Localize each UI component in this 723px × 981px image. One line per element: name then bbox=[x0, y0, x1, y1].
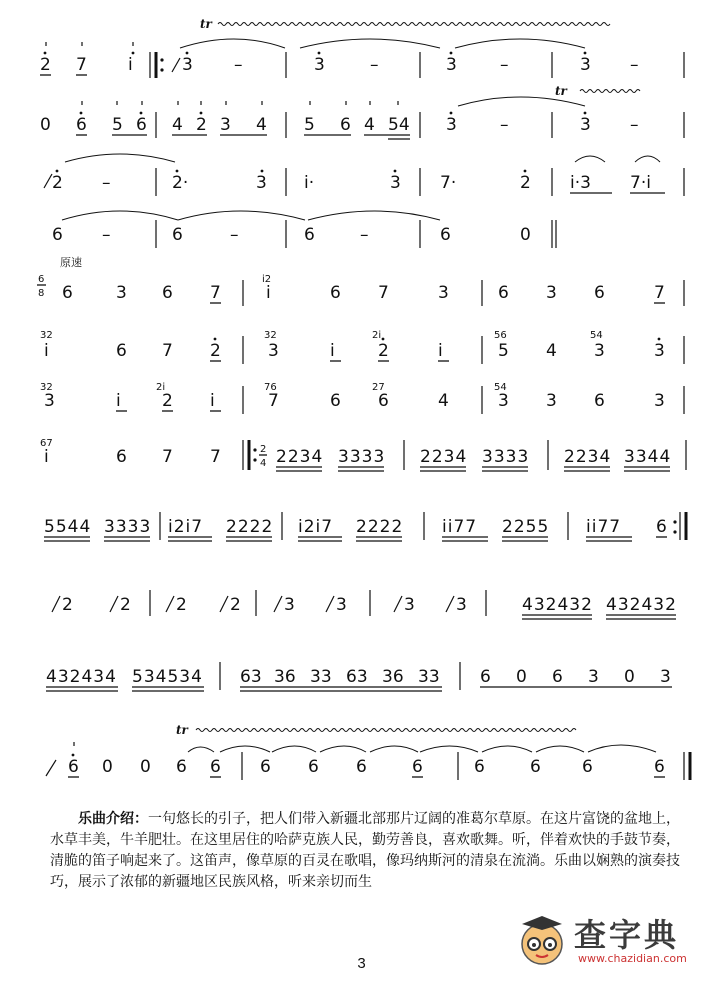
score-symbol: 7 bbox=[654, 283, 665, 303]
score-symbol: i2i7 bbox=[298, 517, 334, 537]
score-symbol: 67 bbox=[40, 438, 53, 449]
score-symbol: 2 bbox=[260, 444, 267, 455]
score-symbol: 54 bbox=[388, 115, 410, 135]
score-symbol: 3 bbox=[116, 283, 127, 303]
score-symbol: 2i bbox=[156, 382, 166, 393]
score-symbol: i bbox=[438, 341, 443, 361]
score-symbol: 6 bbox=[654, 757, 665, 777]
score-row-1 bbox=[40, 17, 684, 78]
score-symbol: 6 bbox=[176, 757, 187, 777]
score-symbol: 6 bbox=[330, 283, 341, 303]
tempo-mark: 原速 bbox=[60, 257, 82, 269]
score-symbol: 2 bbox=[162, 391, 173, 411]
score-symbol: 2234 bbox=[276, 447, 324, 467]
score-symbol: 3333 bbox=[338, 447, 386, 467]
piece-introduction bbox=[50, 808, 690, 892]
score-symbol: 3 bbox=[546, 391, 557, 411]
score-symbol: – bbox=[102, 173, 111, 193]
score-row-5 bbox=[37, 274, 684, 306]
score-symbol: 4 bbox=[364, 115, 375, 135]
score-symbol: 2255 bbox=[502, 517, 550, 537]
score-symbol: 63 bbox=[346, 667, 368, 687]
score-row-4 bbox=[52, 211, 556, 248]
score-symbol: 6 bbox=[356, 757, 367, 777]
watermark-url: www.chazidian.com bbox=[578, 952, 687, 965]
score-symbol: 3 bbox=[336, 595, 347, 615]
score-symbol: 7 bbox=[162, 447, 173, 467]
score-symbol: 432434 bbox=[46, 667, 117, 687]
score-symbol: 6 bbox=[330, 391, 341, 411]
score-symbol: 2 bbox=[196, 115, 207, 135]
score-symbol: – bbox=[230, 225, 239, 245]
mascot-icon bbox=[512, 910, 572, 970]
score-symbol: 432432 bbox=[606, 595, 677, 615]
score-symbol: 2 bbox=[120, 595, 131, 615]
score-symbol: 5 bbox=[498, 341, 509, 361]
score-symbol: 6 bbox=[530, 757, 541, 777]
score-symbol: – bbox=[360, 225, 369, 245]
score-symbol: 7 bbox=[210, 447, 221, 467]
score-symbol: 32 bbox=[264, 330, 277, 341]
score-symbol: 3344 bbox=[624, 447, 672, 467]
score-symbol: 2222 bbox=[356, 517, 404, 537]
accent-ticks bbox=[46, 42, 133, 46]
score-symbol: i bbox=[44, 447, 49, 467]
score-symbol: 4 bbox=[256, 115, 267, 135]
score-symbol: 6 bbox=[412, 757, 423, 777]
score-symbol: 2 bbox=[378, 341, 389, 361]
score-symbol: i bbox=[44, 341, 49, 361]
score-symbol: 3 bbox=[220, 115, 231, 135]
score-row-11 bbox=[46, 662, 672, 691]
score-symbol: 33 bbox=[310, 667, 332, 687]
note: 3 bbox=[314, 55, 325, 75]
trill-mark: tr bbox=[555, 84, 567, 98]
score-symbol: i bbox=[330, 341, 335, 361]
note: 7 bbox=[76, 55, 87, 75]
score-row-6 bbox=[40, 330, 684, 364]
watermark-name: 查字典 bbox=[574, 916, 680, 954]
dash: – bbox=[500, 55, 509, 75]
score-symbol: 6 bbox=[116, 447, 127, 467]
score-symbol: 432432 bbox=[522, 595, 593, 615]
score-symbol: 6 bbox=[68, 757, 79, 777]
score-symbol: 3 bbox=[654, 341, 665, 361]
score-symbol: 54 bbox=[590, 330, 603, 341]
score-symbol: 54 bbox=[494, 382, 507, 393]
score-symbol: 4 bbox=[172, 115, 183, 135]
score-symbol: 5 bbox=[112, 115, 123, 135]
score-symbol: 3 bbox=[404, 595, 415, 615]
score-symbol: 4 bbox=[260, 458, 267, 469]
score-symbol: 36 bbox=[274, 667, 296, 687]
score-symbol: 2 bbox=[520, 173, 531, 193]
score-symbol: 0 bbox=[40, 115, 51, 135]
intro-text: 一句悠长的引子，把人们带入新疆北部那片辽阔的准葛尔草原。在这片富饶的盆地上，水草丰美，牛羊肥壮。在这里居住的哈萨克族人民，勤劳善良，喜欢歌舞。听，伴着欢快的手鼓节奏，清脆的笛子响起来了。这笛声，像草原的百灵在歌唱，像玛纳斯河的清泉在流淌。乐曲以娴熟的演奏技巧，展示了浓郁的新疆地区民族风格，听来亲切而生 bbox=[50, 810, 680, 889]
intro-label: 乐曲介绍： bbox=[78, 810, 148, 826]
score-symbol: 6 bbox=[440, 225, 451, 245]
score-symbol: ii77 bbox=[586, 517, 622, 537]
score-row-7 bbox=[40, 382, 684, 414]
score-symbol: 56 bbox=[494, 330, 507, 341]
score-symbol: 3 bbox=[594, 341, 605, 361]
score-symbol: 4 bbox=[546, 341, 557, 361]
score-symbol: 5 bbox=[304, 115, 315, 135]
score-symbol: 6 bbox=[210, 757, 221, 777]
score-symbol: 7 bbox=[210, 283, 221, 303]
score-symbol: – bbox=[630, 115, 639, 135]
score-symbol: 6 bbox=[76, 115, 87, 135]
score-symbol: 6 bbox=[594, 391, 605, 411]
score-row-3 bbox=[44, 154, 684, 196]
score-symbol: 6 bbox=[656, 517, 667, 537]
note: 3 bbox=[580, 55, 591, 75]
score-symbol: 6 bbox=[480, 667, 491, 687]
score-symbol: 27 bbox=[372, 382, 385, 393]
score-symbol: 0 bbox=[520, 225, 531, 245]
score-symbol: 2234 bbox=[420, 447, 468, 467]
score-symbol: 2 bbox=[176, 595, 187, 615]
trill-mark: tr bbox=[176, 723, 188, 737]
score-symbol: i· bbox=[304, 173, 315, 193]
score-symbol: 3 bbox=[588, 667, 599, 687]
score-symbol: 0 bbox=[516, 667, 527, 687]
score-symbol: 6 bbox=[62, 283, 73, 303]
score-symbol: 3 bbox=[446, 115, 457, 135]
dash: – bbox=[630, 55, 639, 75]
page-number: 3 bbox=[357, 955, 366, 972]
score-symbol: 3 bbox=[660, 667, 671, 687]
score-symbol: 3 bbox=[390, 173, 401, 193]
score-symbol: 0 bbox=[624, 667, 635, 687]
score-symbol: i·3 bbox=[570, 173, 591, 193]
score-row-8 bbox=[40, 438, 686, 471]
score-symbol: 76 bbox=[264, 382, 277, 393]
score-symbol: 6 bbox=[172, 225, 183, 245]
score-symbol: 32 bbox=[40, 330, 53, 341]
score-row-9 bbox=[44, 512, 686, 541]
score-symbol: – bbox=[102, 225, 111, 245]
dash: – bbox=[370, 55, 379, 75]
score-symbol: 534534 bbox=[132, 667, 203, 687]
score-symbol: 7· bbox=[440, 173, 457, 193]
score-symbol: 63 bbox=[240, 667, 262, 687]
score-symbol: 3 bbox=[580, 115, 591, 135]
score-symbol: 8 bbox=[38, 288, 45, 299]
score-symbol: 2 bbox=[62, 595, 73, 615]
score-symbol: 2· bbox=[172, 173, 189, 193]
score-symbol: 3 bbox=[438, 283, 449, 303]
score-symbol: 6 bbox=[304, 225, 315, 245]
score-symbol: i2 bbox=[262, 274, 272, 285]
score-symbol: 7·i bbox=[630, 173, 651, 193]
watermark-logo bbox=[512, 908, 712, 974]
score-symbol: 32 bbox=[40, 382, 53, 393]
score-symbol: 7 bbox=[378, 283, 389, 303]
score-symbol: 6 bbox=[52, 225, 63, 245]
score-symbol: 2i bbox=[372, 330, 382, 341]
score-symbol: 3 bbox=[256, 173, 267, 193]
score-symbol: 6 bbox=[498, 283, 509, 303]
score-symbol: 6 bbox=[38, 274, 45, 285]
score-symbol: i bbox=[266, 283, 271, 303]
score-symbol: 7 bbox=[268, 391, 279, 411]
score-symbol: 6 bbox=[378, 391, 389, 411]
score-symbol: 2 bbox=[210, 341, 221, 361]
score-symbol: i bbox=[116, 391, 121, 411]
score-symbol: i bbox=[210, 391, 215, 411]
score-symbol: 6 bbox=[116, 341, 127, 361]
score-symbol: 4 bbox=[438, 391, 449, 411]
score-symbol: 3 bbox=[268, 341, 279, 361]
score-symbol: 6 bbox=[582, 757, 593, 777]
score-symbol: 2222 bbox=[226, 517, 274, 537]
trill-mark: tr bbox=[200, 17, 212, 31]
score-symbol: 3 bbox=[456, 595, 467, 615]
score-row-10 bbox=[52, 590, 677, 619]
score-symbol: – bbox=[500, 115, 509, 135]
trill-wave bbox=[218, 23, 610, 26]
score-symbol: 6 bbox=[552, 667, 563, 687]
score-symbol: 3 bbox=[44, 391, 55, 411]
score-symbol: 6 bbox=[162, 283, 173, 303]
score-symbol: 36 bbox=[382, 667, 404, 687]
score-symbol: 6 bbox=[136, 115, 147, 135]
score-symbol: 6 bbox=[308, 757, 319, 777]
score-symbol: 6 bbox=[260, 757, 271, 777]
score-symbol: 2234 bbox=[564, 447, 612, 467]
score-symbol: 5544 bbox=[44, 517, 92, 537]
dash: – bbox=[234, 55, 243, 75]
score-symbol: 2 bbox=[52, 173, 63, 193]
score-symbol: 6 bbox=[340, 115, 351, 135]
score-symbol: 3333 bbox=[104, 517, 152, 537]
score-row-2 bbox=[40, 84, 684, 139]
score-symbol: 3 bbox=[654, 391, 665, 411]
score-symbol: 6 bbox=[474, 757, 485, 777]
score-symbol: 7 bbox=[162, 341, 173, 361]
score-symbol: 3 bbox=[284, 595, 295, 615]
note: 2 bbox=[40, 55, 51, 75]
score-row-12 bbox=[46, 723, 690, 780]
score-symbol: 6 bbox=[594, 283, 605, 303]
score-symbol: 3 bbox=[546, 283, 557, 303]
score-symbol: i2i7 bbox=[168, 517, 204, 537]
score-symbol: 3 bbox=[498, 391, 509, 411]
note: i bbox=[128, 55, 133, 75]
score-symbol: 33 bbox=[418, 667, 440, 687]
score-symbol: 0 bbox=[102, 757, 113, 777]
score-symbol: 0 bbox=[140, 757, 151, 777]
score-symbol: 2 bbox=[230, 595, 241, 615]
note: 3 bbox=[446, 55, 457, 75]
note: 3 bbox=[182, 55, 193, 75]
score-symbol: 3333 bbox=[482, 447, 530, 467]
score-symbol: ii77 bbox=[442, 517, 478, 537]
